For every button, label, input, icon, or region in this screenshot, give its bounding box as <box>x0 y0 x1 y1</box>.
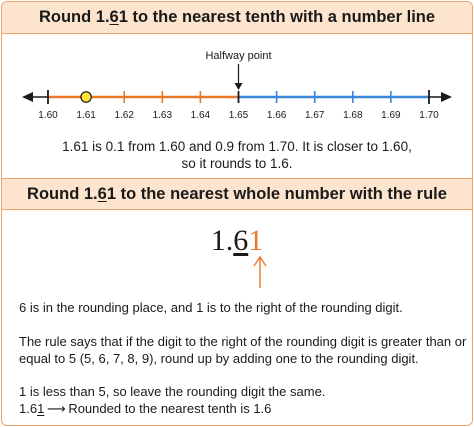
tick-label: 1.64 <box>190 110 211 121</box>
big-number-start: 1. <box>210 224 234 257</box>
halfway-arrow-icon <box>235 83 243 90</box>
long-right-arrow-icon: ⟶ <box>46 401 66 416</box>
title-underlined-digit: 6 <box>97 184 107 203</box>
explanation-paragraph-2: The rule says that if the digit to the right of the rounding digit is greater than or equal to 5 (5, 6, 7, 8, 9), round up by adding one to the rounding digit. <box>19 334 467 366</box>
tick-label: 1.62 <box>114 110 134 121</box>
right-arrow-icon <box>441 92 452 102</box>
up-arrow-icon <box>2 254 472 290</box>
tick-label: 1.61 <box>76 110 96 121</box>
tick-label: 1.68 <box>343 110 363 121</box>
tick-label: 1.65 <box>228 110 249 121</box>
halfway-label: Halfway point <box>205 50 272 62</box>
marked-point <box>81 92 91 102</box>
section-title-number-line <box>2 2 472 34</box>
left-arrow-icon <box>22 92 33 102</box>
big-number <box>2 224 472 258</box>
conclusion-line <box>19 400 469 417</box>
tick-label: 1.66 <box>266 110 287 121</box>
title-text-start: Round 1. <box>38 8 110 26</box>
rounding-digit: 6 <box>233 224 249 257</box>
tick-label: 1.70 <box>419 110 439 121</box>
section-title-rule <box>2 178 472 210</box>
tick-label: 1.60 <box>38 110 58 121</box>
number-line-caption-line1: 1.61 is 0.1 from 1.60 and 0.9 from 1.70. It is closer to 1.60, <box>62 139 412 154</box>
title-text-start: Round 1. <box>27 184 98 203</box>
conclusion-number-start: 1.6 <box>19 401 38 416</box>
title-underlined-digit: 6 <box>109 8 119 26</box>
tick-label: 1.69 <box>381 110 401 121</box>
tick-label: 1.67 <box>304 110 325 121</box>
worked-example-card <box>1 1 473 426</box>
tick-label: 1.63 <box>152 110 173 121</box>
title-text-end: 1 to the nearest whole number with the rule <box>106 184 447 203</box>
conclusion-underlined-digit: 1 <box>37 401 45 416</box>
right-digit: 1 <box>248 224 264 257</box>
number-line-caption-line2: so it rounds to 1.6. <box>181 156 293 171</box>
explanation-paragraph-1: 6 is in the rounding place, and 1 is to the right of the rounding digit. <box>19 300 403 315</box>
conclusion-text: Rounded to the nearest tenth is 1.6 <box>68 401 272 416</box>
title-text-end: 1 to the nearest tenth with a number line <box>118 8 436 26</box>
number-line <box>2 42 472 132</box>
explanation-paragraph-3: 1 is less than 5, so leave the rounding digit the same. <box>19 384 326 399</box>
